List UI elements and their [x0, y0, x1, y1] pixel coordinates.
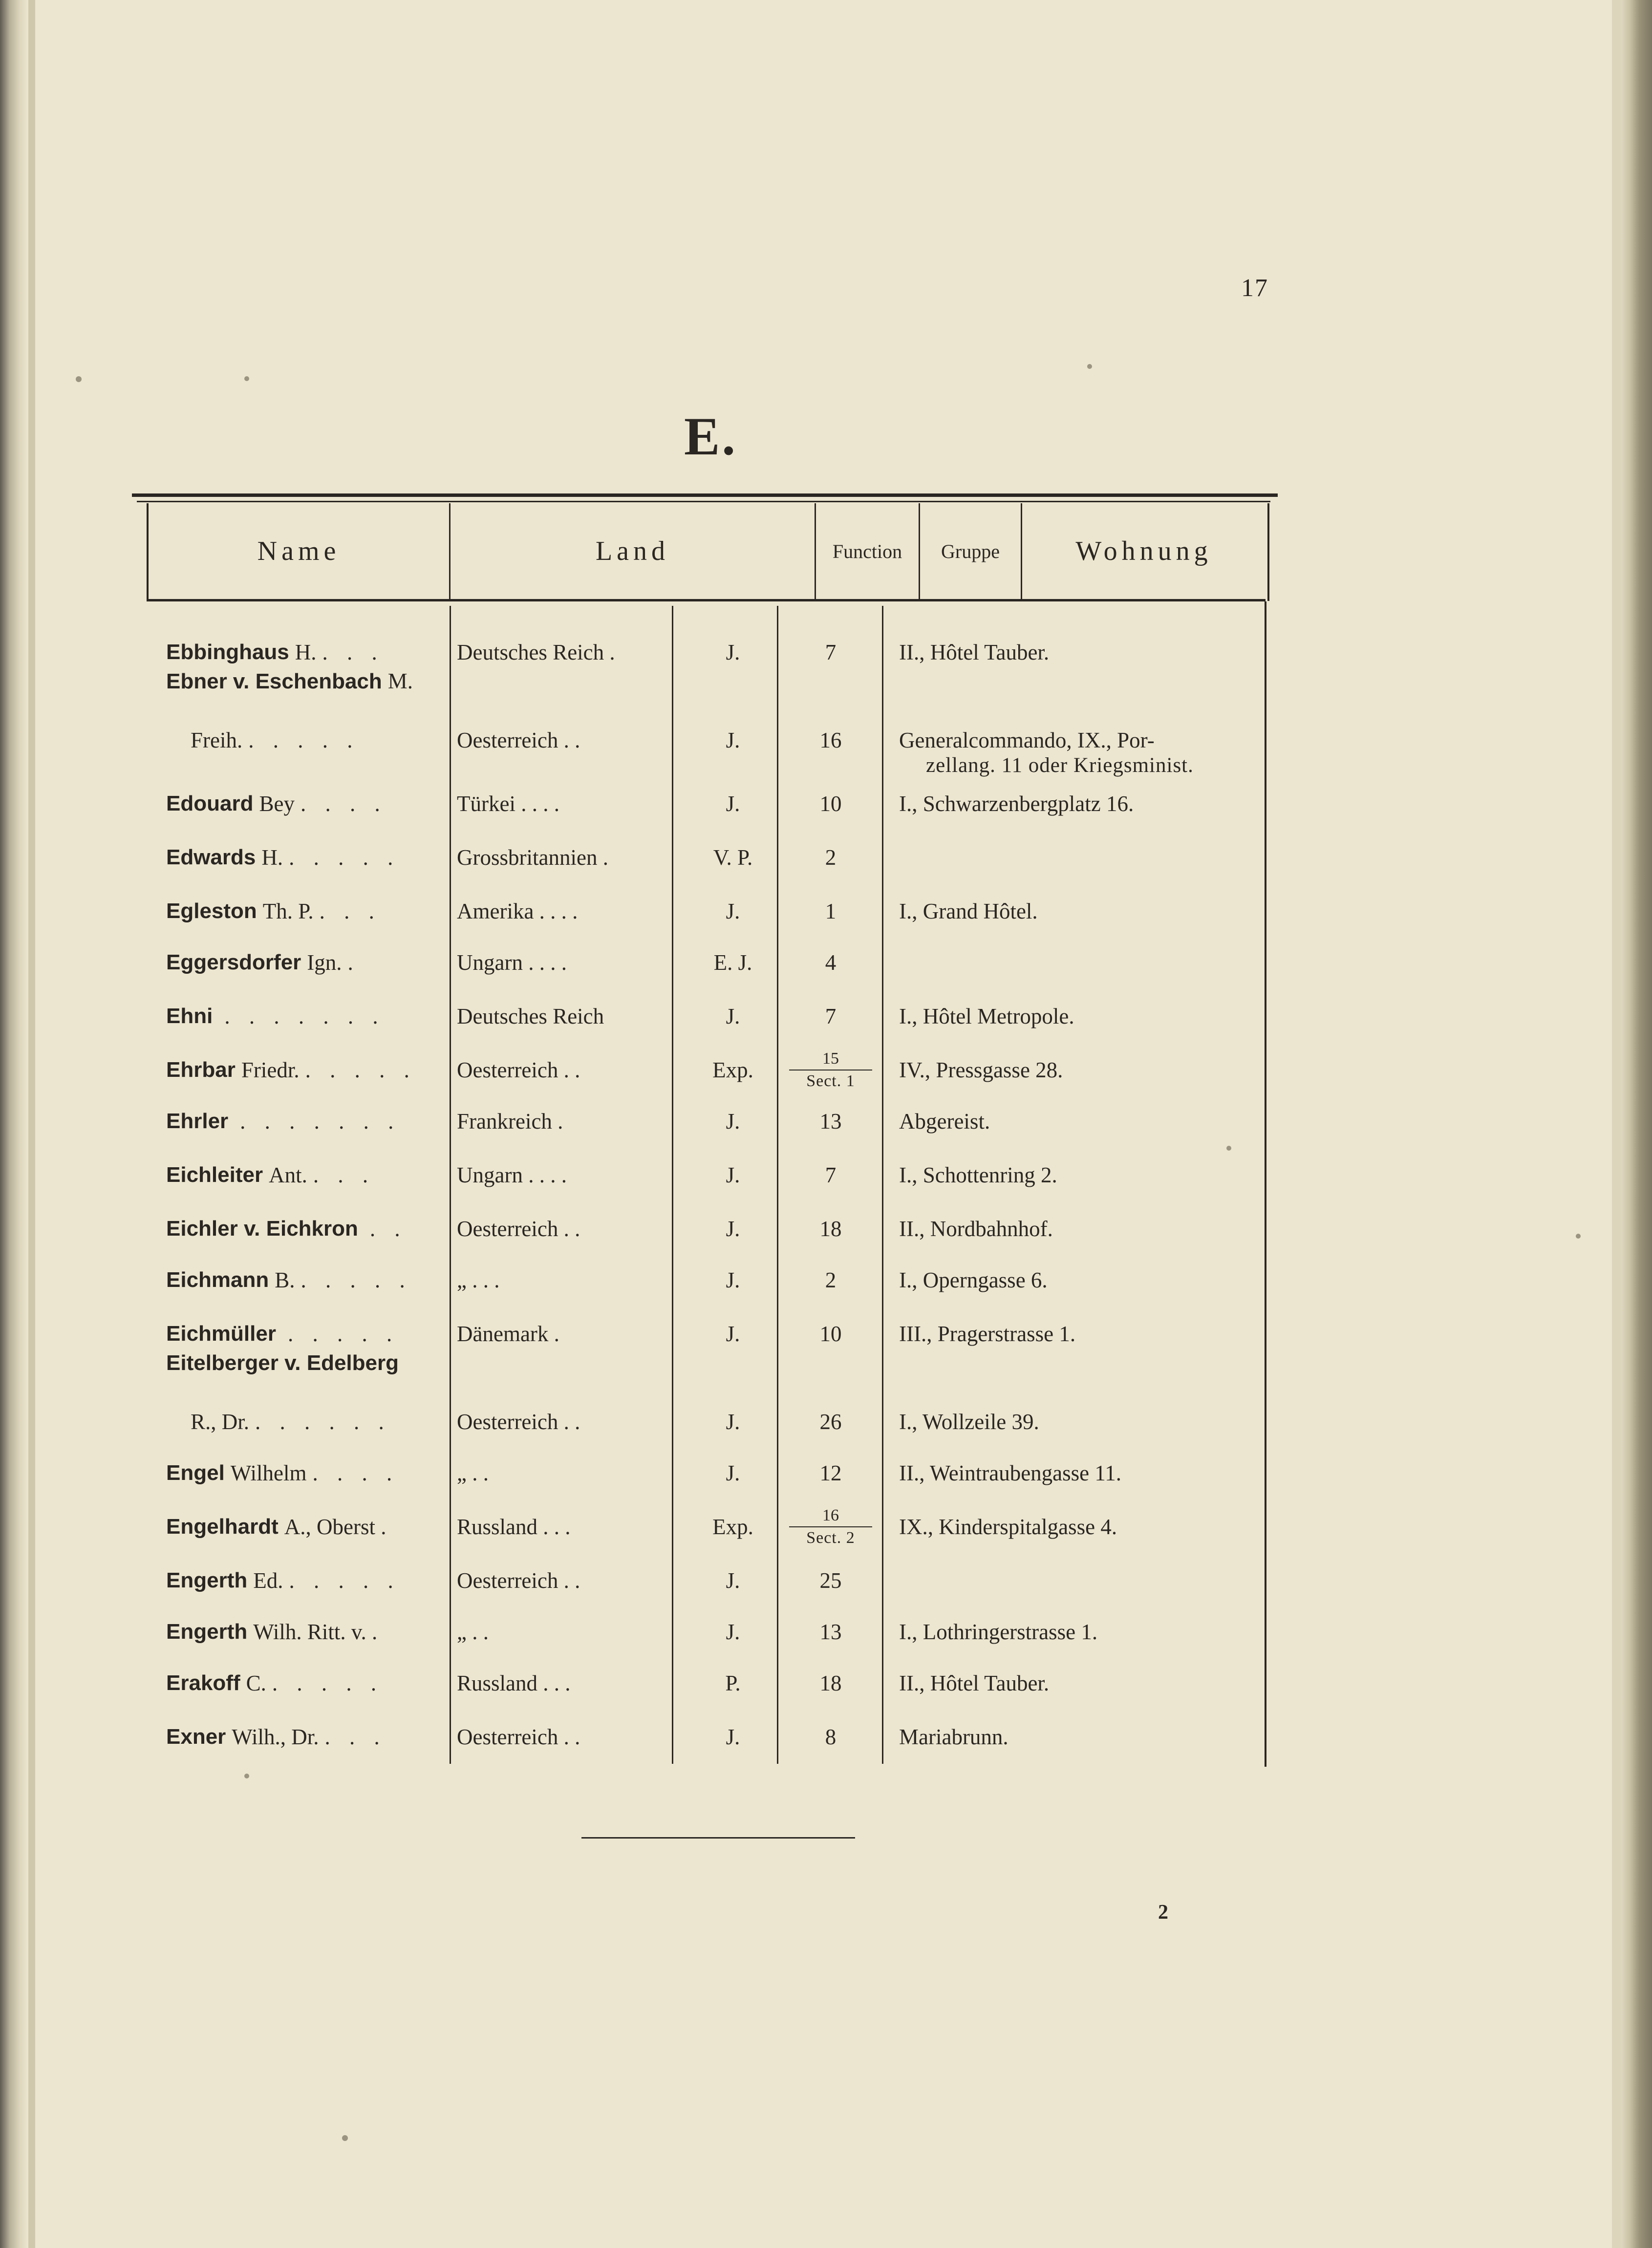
wohnung-cell	[899, 1554, 1261, 1607]
gruppe-section: Sect. 2	[806, 1529, 855, 1547]
paper-speck	[1576, 1234, 1581, 1239]
land-cell: Amerika . . . .	[457, 899, 578, 923]
function-cell: J.	[726, 728, 740, 752]
wohnung-line2: zellang. 11 oder Kriegsminist.	[926, 754, 1194, 777]
surname: Engerth	[166, 1620, 248, 1644]
function-cell: J.	[726, 1568, 740, 1593]
wohnung-cell: II., Nordbahnhof.	[899, 1217, 1053, 1241]
gruppe-cell: 7	[825, 640, 837, 664]
name-cell	[166, 1395, 450, 1449]
table-row	[0, 1253, 1652, 1307]
surname: Ebbinghaus	[166, 640, 289, 664]
name-cell	[166, 1148, 450, 1202]
land-cell: Frankreich .	[457, 1109, 563, 1134]
gruppe-section: Sect. 1	[806, 1072, 855, 1090]
surname: Edouard	[166, 792, 254, 815]
gruppe-cell: 7	[825, 1004, 837, 1028]
name-cell	[166, 713, 450, 767]
name-line1	[166, 1350, 405, 1375]
name-cell	[166, 1446, 450, 1500]
gruppe-cell: 25	[819, 1568, 842, 1593]
table-header	[147, 503, 1269, 601]
table-top-rule	[132, 493, 1278, 497]
leader-dots: . . . . .	[248, 728, 360, 752]
gruppe-cell: 18	[819, 1217, 842, 1241]
name-cell	[166, 989, 450, 1043]
table-top-rule-thin	[137, 501, 1270, 502]
name-cell	[166, 1253, 450, 1307]
gruppe-number: 16	[822, 1506, 839, 1524]
surname: Egleston	[166, 899, 257, 923]
land-cell: Grossbritannien .	[457, 845, 608, 870]
surname: Eichler v. Eichkron	[166, 1217, 358, 1241]
given-name: Ed.	[253, 1568, 283, 1593]
land-cell: Oesterreich . .	[457, 1725, 580, 1749]
function-cell: J.	[726, 792, 740, 816]
table-row	[0, 1094, 1652, 1148]
header-land: Land	[595, 536, 670, 566]
fraction-line	[789, 1526, 872, 1527]
paper-speck	[76, 376, 82, 382]
name-cell	[166, 1202, 450, 1256]
function-cell: J.	[726, 1217, 740, 1241]
gruppe-cell: 7	[825, 1163, 837, 1187]
gruppe-cell: 4	[825, 950, 837, 975]
paper-speck	[342, 2135, 348, 2141]
paper-speck	[1087, 364, 1092, 369]
wohnung-cell: I., Schwarzenbergplatz 16.	[899, 792, 1134, 816]
leader-dots: . . . . .	[289, 1568, 400, 1593]
function-cell: J.	[726, 899, 740, 923]
leader-dots: . . . . .	[305, 1058, 416, 1082]
leader-dots: . . .	[313, 1163, 375, 1187]
land-cell: Russland . . .	[457, 1515, 571, 1539]
surname: Edwards	[166, 845, 256, 869]
name-cell	[166, 936, 450, 989]
gruppe-cell: 8	[825, 1725, 837, 1749]
given-name: Friedr.	[241, 1058, 300, 1082]
land-cell: Dänemark .	[457, 1322, 559, 1346]
leader-dots: . . . . .	[287, 1322, 399, 1346]
name-cell	[166, 1554, 450, 1607]
function-cell: J.	[726, 1004, 740, 1028]
function-cell: J.	[726, 1109, 740, 1134]
table-row	[0, 1710, 1652, 1764]
wohnung-cell: I., Grand Hôtel.	[899, 899, 1038, 923]
surname: Ehni	[166, 1004, 213, 1028]
gruppe-cell: 2	[825, 1268, 837, 1292]
land-cell: Russland . . .	[457, 1671, 571, 1695]
given-name: C.	[246, 1671, 266, 1695]
surname: Ehrler	[166, 1109, 229, 1133]
leader-dots: . . .	[322, 640, 384, 664]
given-name: Wilh., Dr.	[232, 1725, 319, 1749]
name-cell	[166, 1500, 450, 1554]
table-row	[0, 669, 1652, 777]
name-cell	[166, 1605, 450, 1659]
page-number: 17	[1241, 274, 1268, 302]
table-row	[0, 1043, 1652, 1097]
paper-speck	[244, 376, 249, 381]
gruppe-cell: 2	[825, 845, 837, 870]
table-row	[0, 1605, 1652, 1659]
land-cell: Oesterreich . .	[457, 1410, 580, 1434]
paper-speck	[244, 1774, 249, 1778]
wohnung-cell: I., Wollzeile 39.	[899, 1410, 1039, 1434]
leader-dots: . . .	[324, 1725, 386, 1749]
leader-dots: . . . . . . .	[224, 1004, 385, 1028]
name-cell	[166, 777, 450, 831]
given-name: Ign.	[307, 950, 342, 975]
surname: Eichmann	[166, 1268, 269, 1292]
leader-dots: . . . .	[312, 1461, 399, 1485]
name-cell	[166, 1094, 450, 1148]
land-cell: Oesterreich . .	[457, 1568, 580, 1593]
function-cell: J.	[726, 640, 740, 664]
leader-dots: . . . . .	[300, 1268, 412, 1292]
gruppe-cell: 12	[819, 1461, 842, 1485]
name-cell	[166, 1043, 450, 1097]
gruppe-cell: 10	[819, 792, 842, 816]
paper-speck	[1226, 1146, 1231, 1151]
leader-dots: . . . . .	[272, 1671, 384, 1695]
wohnung-cell: I., Schottenring 2.	[899, 1163, 1057, 1187]
given-name: A., Oberst .	[284, 1515, 386, 1539]
table-row	[0, 936, 1652, 989]
land-cell: Deutsches Reich .	[457, 640, 615, 664]
function-cell: J.	[726, 1268, 740, 1292]
land-cell: Türkei . . . .	[457, 792, 559, 816]
function-cell: J.	[726, 1322, 740, 1346]
wohnung-cell: I., Hôtel Metropole.	[899, 1004, 1074, 1028]
wohnung-cell: II., Weintraubengasse 11.	[899, 1461, 1121, 1485]
wohnung-cell: IV., Pressgasse 28.	[899, 1058, 1063, 1082]
table-row	[0, 1351, 1652, 1449]
wohnung-cell: I., Lothringerstrasse 1.	[899, 1620, 1098, 1644]
surname: Eggersdorfer	[166, 950, 301, 974]
table-row	[0, 1554, 1652, 1607]
given-name: Bey	[259, 792, 295, 816]
land-cell: „ . . .	[457, 1268, 500, 1292]
table-row	[0, 989, 1652, 1043]
name-line2: Freih.	[191, 728, 243, 752]
leader-dots: . .	[369, 1217, 407, 1241]
wohnung-cell: III., Pragerstrasse 1.	[899, 1322, 1076, 1346]
gruppe-cell	[787, 1043, 875, 1097]
gruppe-cell: 1	[825, 899, 837, 923]
name-line1	[166, 668, 413, 694]
function-cell: P.	[725, 1671, 741, 1695]
table-row	[0, 1656, 1652, 1710]
land-cell: Ungarn . . . .	[457, 1163, 567, 1187]
leader-dots: . . . . .	[289, 845, 400, 870]
given-name: H.	[261, 845, 283, 870]
land-cell: Oesterreich . .	[457, 1058, 580, 1082]
surname: Engerth	[166, 1568, 248, 1592]
given-name: Wilhelm	[230, 1461, 307, 1485]
table-row	[0, 1500, 1652, 1554]
land-cell: „ . .	[457, 1461, 489, 1485]
surname: Eichmüller	[166, 1322, 276, 1346]
table-row	[0, 1148, 1652, 1202]
gruppe-cell: 16	[819, 728, 842, 752]
function-cell: J.	[726, 1725, 740, 1749]
wohnung-cell: II., Hôtel Tauber.	[899, 640, 1050, 664]
land-cell: Oesterreich . .	[457, 728, 580, 752]
function-cell: E. J.	[713, 950, 752, 975]
name-cell	[166, 884, 450, 938]
wohnung-cell: Generalcommando, IX., Por-	[899, 728, 1155, 752]
leader-dots: . . . .	[300, 792, 387, 816]
section-heading: E.	[684, 407, 737, 466]
land-cell: „ . .	[457, 1620, 489, 1644]
gruppe-cell: 26	[819, 1410, 842, 1434]
header-wohnung: Wohnung	[1075, 536, 1212, 566]
header-name: Name	[257, 536, 341, 566]
leader-dots: . . . . . .	[255, 1410, 391, 1434]
given-name: B.	[275, 1268, 295, 1292]
given-name: M.	[387, 669, 413, 693]
wohnung-cell: Mariabrunn.	[899, 1725, 1008, 1749]
gruppe-cell	[787, 1500, 875, 1554]
surname: Engelhardt	[166, 1515, 279, 1539]
given-name: Th. P.	[262, 899, 314, 923]
surname: Exner	[166, 1725, 226, 1749]
table-row	[0, 777, 1652, 831]
given-name: H.	[295, 640, 317, 664]
gruppe-cell: 13	[819, 1620, 842, 1644]
wohnung-cell: Abgereist.	[899, 1109, 990, 1134]
name-cell	[166, 1710, 450, 1764]
land-cell: Oesterreich . .	[457, 1217, 580, 1241]
table-row	[0, 1202, 1652, 1256]
wohnung-cell: I., Operngasse 6.	[899, 1268, 1048, 1292]
surname: Ehrbar	[166, 1058, 236, 1082]
gruppe-number: 15	[822, 1049, 839, 1068]
signature-mark: 2	[1158, 1901, 1168, 1924]
leader-dots: . . . . . . .	[240, 1109, 401, 1134]
gruppe-cell: 18	[819, 1671, 842, 1695]
surname: Engel	[166, 1461, 225, 1485]
header-function: Function	[832, 540, 902, 562]
name-cell	[166, 831, 450, 884]
land-cell: Ungarn . . . .	[457, 950, 567, 975]
given-name: Ant.	[269, 1163, 307, 1187]
surname: Ebner v. Eschenbach	[166, 669, 382, 693]
function-cell: Exp.	[712, 1515, 753, 1539]
function-cell: Exp.	[712, 1058, 753, 1082]
function-cell: J.	[726, 1163, 740, 1187]
wohnung-cell	[899, 831, 1261, 884]
surname: Eitelberger v. Edelberg	[166, 1351, 399, 1375]
gruppe-cell: 10	[819, 1322, 842, 1346]
surname: Erakoff	[166, 1671, 240, 1695]
land-cell: Deutsches Reich	[457, 1004, 604, 1028]
function-cell: J.	[726, 1410, 740, 1434]
leader-dots: . . .	[319, 899, 381, 923]
function-cell: J.	[726, 1461, 740, 1485]
wohnung-cell: II., Hôtel Tauber.	[899, 1671, 1050, 1695]
given-name: Wilh. Ritt. v. .	[253, 1620, 378, 1644]
header-gruppe: Gruppe	[941, 540, 1000, 562]
function-cell: V. P.	[713, 845, 753, 870]
name-cell	[166, 1656, 450, 1710]
table-row	[0, 1446, 1652, 1500]
table-row	[0, 884, 1652, 938]
gruppe-cell: 13	[819, 1109, 842, 1134]
function-cell: J.	[726, 1620, 740, 1644]
wohnung-cell	[899, 936, 1261, 989]
table-row	[0, 831, 1652, 884]
leader-dots: .	[347, 950, 360, 975]
header-bottom-rule	[147, 599, 1266, 601]
surname: Eichleiter	[166, 1163, 263, 1187]
name-line2: R., Dr.	[191, 1410, 250, 1434]
wohnung-cell: IX., Kinderspitalgasse 4.	[899, 1515, 1117, 1539]
end-rule	[581, 1837, 855, 1839]
